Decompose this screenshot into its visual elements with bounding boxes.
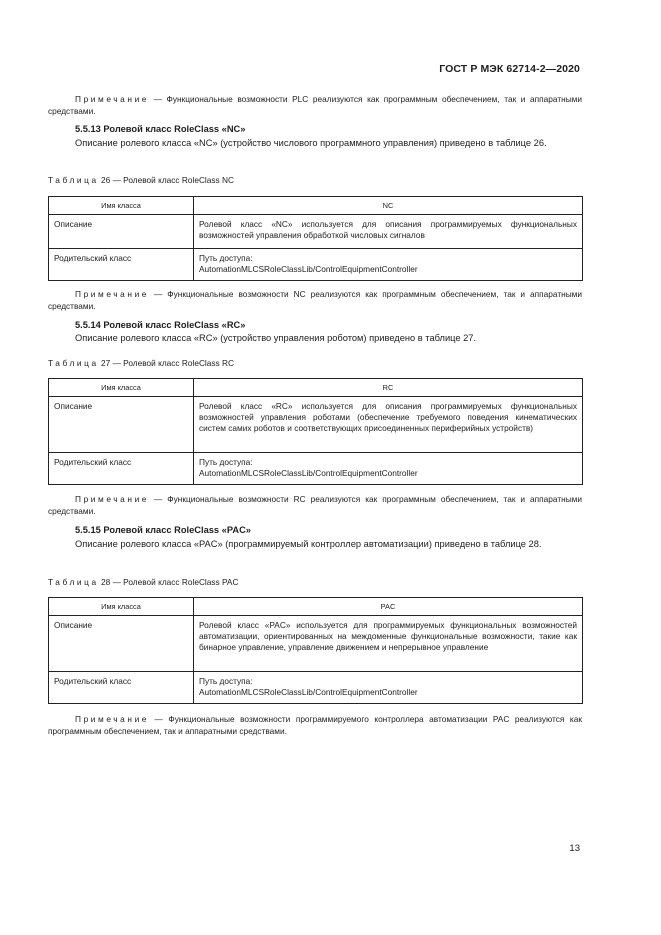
table-row [49, 616, 583, 672]
table-row [49, 453, 583, 485]
access-path-label: Путь доступа: [199, 457, 253, 467]
note-label: Примечание [75, 714, 150, 724]
note-rc [48, 493, 582, 517]
row-name-cell: Описание [49, 397, 194, 453]
row-name-cell: Описание [49, 616, 194, 672]
note-text: — Функциональные возможности RC реализуются как программным обеспечением, так и аппаратными средствами. [48, 494, 582, 516]
page-number: 13 [569, 843, 580, 854]
note-pac [48, 713, 582, 737]
row-value-cell: Ролевой класс «PAC» используется для программируемых функциональных возможностей автоматизации, ориентированных на междоменные функциональные возможности, такие как бинарное управление, управление движением и непрерывное управление [194, 616, 583, 672]
section-paragraph-5-5-14 [48, 332, 582, 345]
row-value-cell: Ролевой класс «RC» используется для описания программируемых функциональных возможностей управления роботами (обеспечение требуемого поведения кинематических систем самих роботов и соответствующих присоединенных периферийных устройств) [194, 397, 583, 453]
access-path-label: Путь доступа: [199, 253, 253, 263]
note-text: — Функциональные возможности PLC реализуются как программным обеспечением, так и аппаратными средствами. [48, 94, 582, 116]
row-name-cell: Родительский класс [49, 672, 194, 704]
access-path-value: AutomationMLCSRoleClassLib/ControlEquipmentController [199, 264, 418, 274]
access-path-label: Путь доступа: [199, 676, 253, 686]
section-heading-5-5-14: 5.5.14 Ролевой класс RoleClass «RC» [75, 320, 246, 330]
paragraph-text: Описание ролевого класса «NC» (устройство числового программного управления) приведено в таблице 26. [75, 138, 547, 148]
caption-label: Таблица [48, 577, 99, 587]
table-row [49, 215, 583, 249]
section-paragraph-5-5-15 [48, 538, 582, 551]
row-value-cell [194, 453, 583, 485]
document-header: ГОСТ Р МЭК 62714-2—2020 [439, 63, 580, 75]
note-label: Примечание [75, 94, 150, 104]
table-28 [48, 597, 583, 704]
header-cell-class-name: Имя класса [49, 379, 194, 397]
note-plc [48, 93, 582, 117]
access-path-value: AutomationMLCSRoleClassLib/ControlEquipmentController [199, 687, 418, 697]
table-caption-27 [48, 358, 234, 368]
header-cell-class-value: NC [194, 197, 583, 215]
paragraph-text: Описание ролевого класса «PAC» (программируемый контроллер автоматизации) приведено в таблице 28. [75, 539, 542, 549]
table-row [49, 249, 583, 281]
table-26 [48, 196, 583, 281]
row-name-cell: Родительский класс [49, 453, 194, 485]
table-header-row [49, 379, 583, 397]
caption-text: 28 — Ролевой класс RoleClass PAC [98, 577, 239, 587]
table-row [49, 397, 583, 453]
access-path-value: AutomationMLCSRoleClassLib/ControlEquipmentController [199, 468, 418, 478]
caption-text: 26 — Ролевой класс RoleClass NC [98, 175, 234, 185]
row-name-cell: Описание [49, 215, 194, 249]
table-caption-26 [48, 175, 234, 185]
table-caption-28 [48, 577, 238, 587]
table-header-row [49, 197, 583, 215]
table-row [49, 672, 583, 704]
row-value-cell: Ролевой класс «NC» используется для описания программируемых функциональных возможностей управления обработкой числовых сигналов [194, 215, 583, 249]
section-paragraph-5-5-13 [48, 137, 582, 150]
paragraph-text: Описание ролевого класса «RC» (устройство управления роботом) приведено в таблице 27. [75, 333, 477, 343]
header-cell-class-name: Имя класса [49, 598, 194, 616]
row-value-cell [194, 249, 583, 281]
note-label: Примечание [75, 494, 150, 504]
note-label: Примечание [75, 289, 150, 299]
caption-text: 27 — Ролевой класс RoleClass RC [98, 358, 234, 368]
header-cell-class-value: PAC [194, 598, 583, 616]
section-heading-5-5-15: 5.5.15 Ролевой класс RoleClass «PAC» [75, 525, 251, 535]
table-27 [48, 378, 583, 485]
header-cell-class-name: Имя класса [49, 197, 194, 215]
note-text: — Функциональные возможности программируемого контроллера автоматизации PAC реализуются как программным обеспечением, так и аппаратными средствами. [48, 714, 582, 736]
table-header-row [49, 598, 583, 616]
caption-label: Таблица [48, 358, 99, 368]
note-text: — Функциональные возможности NC реализуются как программным обеспечением, так и аппаратными средствами. [48, 289, 582, 311]
section-heading-5-5-13: 5.5.13 Ролевой класс RoleClass «NC» [75, 124, 246, 134]
row-value-cell [194, 672, 583, 704]
caption-label: Таблица [48, 175, 99, 185]
header-cell-class-value: RC [194, 379, 583, 397]
note-nc [48, 288, 582, 312]
row-name-cell: Родительский класс [49, 249, 194, 281]
